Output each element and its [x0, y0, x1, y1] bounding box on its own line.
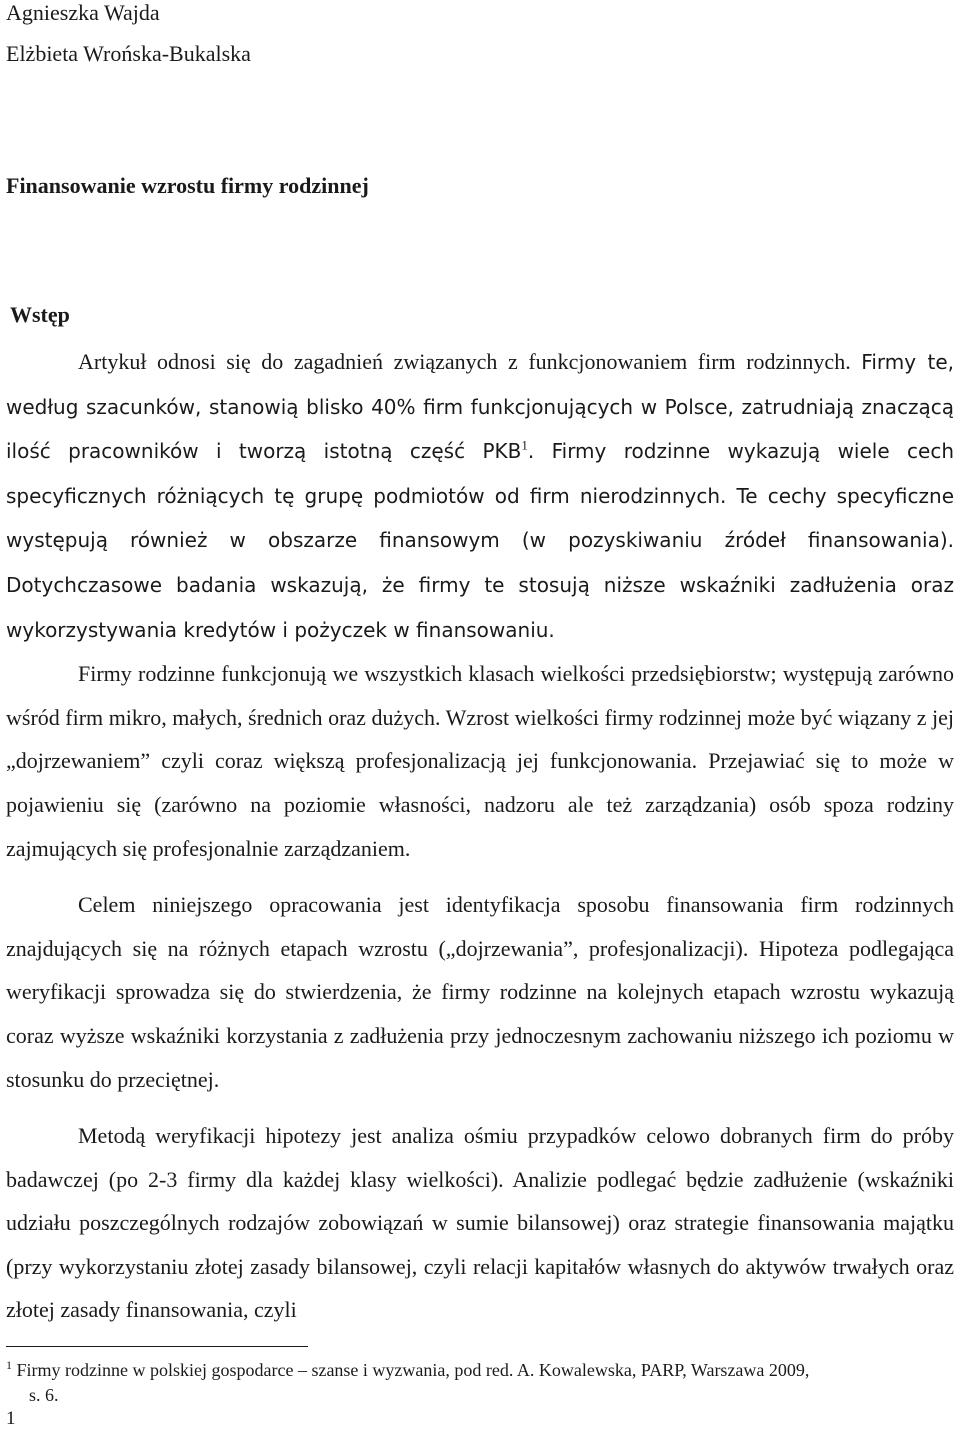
paragraph-1-part-2: Firmy te, według szacunków, stanowią blisko 40% firm funkcjonujących w Polsce, zatrudniają znaczącą ilość pracowników i tworzą istotną część PKB — [6, 350, 955, 464]
body-text — [6, 340, 954, 1332]
author-name-2: Elżbieta Wrońska-Bukalska — [6, 41, 251, 66]
author-name-1: Agnieszka Wajda — [6, 0, 160, 25]
section-heading: Wstęp — [10, 302, 70, 327]
paragraph-1-part-3: . Firmy rodzinne wykazują wiele cech specyficznych różniących tę grupę podmiotów od firm nierodzinnych. Te cechy specyficzne występują również w obszarze finansowym (w pozyskiwaniu źródeł finansowania). Dotychczasowe badania wskazują, że firmy te stosują niższe wskaźniki zadłużenia oraz wykorzystywania kredytów i pożyczek w finansowaniu. — [6, 439, 955, 642]
page-number: 1 — [6, 1408, 16, 1429]
footnote-text: Firmy rodzinne w polskiej gospodarce – szanse i wyzwania, pod red. A. Kowalewska, PARP, Warszawa 2009, — [16, 1360, 810, 1380]
paragraph-1 — [6, 340, 954, 652]
footnote — [6, 1358, 950, 1408]
paragraph-2: Firmy rodzinne funkcjonują we wszystkich klasach wielkości przedsiębiorstw; występują zarówno wśród firm mikro, małych, średnich oraz dużych. Wzrost wielkości firmy rodzinnej może być wiązany z jej „dojrzewaniem” czyli coraz większą profesjonalizacją jej funkcjonowania. Przejawiać się to może w pojawieniu się (zarówno na poziomie własności, nadzoru ale też zarządzania) osób spoza rodziny zajmujących się profesjonalnie zarządzaniem. — [6, 661, 954, 861]
document-title: Finansowanie wzrostu firmy rodzinnej — [6, 173, 369, 198]
footnote-continuation: s. 6. — [29, 1385, 59, 1405]
paragraph-4: Metodą weryfikacji hipotezy jest analiza ośmiu przypadków celowo dobranych firm do próby badawczej (po 2-3 firmy dla każdej klasy wielkości). Analizie podlegać będzie zadłużenie (wskaźniki udziału poszczególnych rodzajów zobowiązań w sumie bilansowej) oraz strategie finansowania majątku (przy wykorzystaniu złotej zasady bilansowej, czyli relacji kapitałów własnych do aktywów trwałych oraz złotej zasady finansowania, czyli — [6, 1123, 954, 1323]
footnote-reference[interactable]: 1 — [521, 437, 528, 453]
footnote-mark: 1 — [6, 1358, 12, 1372]
footnote-separator — [6, 1346, 308, 1347]
paragraph-3: Celem niniejszego opracowania jest identyfikacja sposobu finansowania firm rodzinnych znajdujących się na różnych etapach wzrostu („dojrzewania”, profesjonalizacji). Hipoteza podlegająca weryfikacji sprowadza się do stwierdzenia, że firmy rodzinne na kolejnych etapach wzrostu wykazują coraz wyższe wskaźniki korzystania z zadłużenia przy jednoczesnym zachowaniu niższego ich poziomu w stosunku do przeciętnej. — [6, 892, 954, 1092]
paragraph-1-part-1: Artykuł odnosi się do zagadnień związanych z funkcjonowaniem firm rodzinnych. — [78, 349, 851, 374]
